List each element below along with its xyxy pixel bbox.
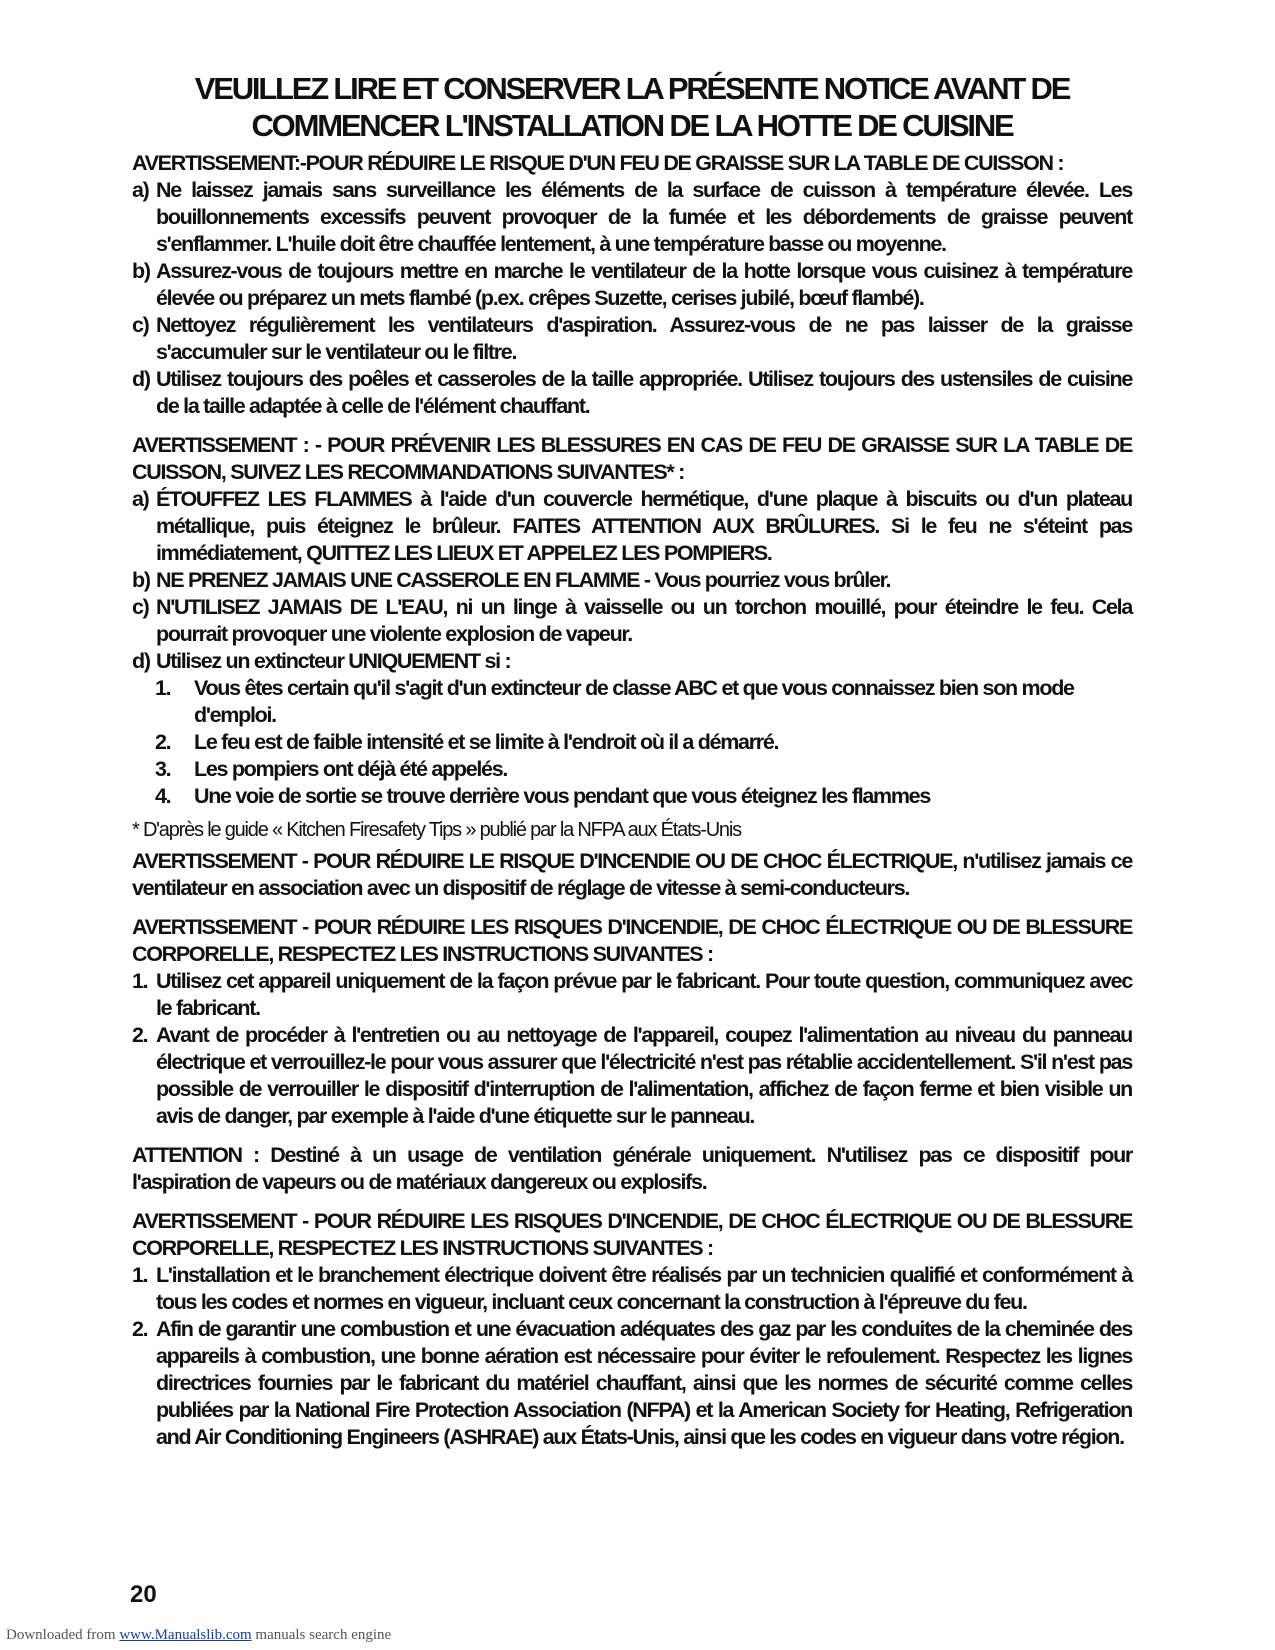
list-item: a) Ne laissez jamais sans surveillance les éléments de la surface de cuisson à température élevée. Les bouillonnements excessifs peuvent provoquer de la fumée et les débordements de graisse peuvent s'enflammer. L'huile doit être chauffée lentement, à une température basse ou moyenne. [132,178,1132,256]
sub-list-item: 1. Vous êtes certain qu'il s'agit d'un extincteur de classe ABC et que vous connaissez bien son mode d'emploi. [155,676,1074,727]
sub-list-item: 3. Les pompiers ont déjà été appelés. [155,757,508,781]
warning-grease-fire-heading: AVERTISSEMENT:-POUR RÉDUIRE LE RISQUE D'UN FEU DE GRAISSE SUR LA TABLE DE CUISSON : [132,151,1064,175]
manualslib-link[interactable]: www.Manualslib.com [119,1627,252,1643]
manual-page [132,70,1132,1451]
caution-ventilation: ATTENTION : Destiné à un usage de ventilation générale uniquement. N'utilisez pas ce dispositif pour l'aspiration de vapeurs ou de matériaux dangereux ou explosifs. [132,1143,1132,1194]
list-item: 2. Afin de garantir une combustion et une évacuation adéquates des gaz par les conduites de la cheminée des appareils à combustion, une bonne aération est nécessaire pour éviter le refoulement. Respectez les lignes directrices fournies par le fabricant du matériel chauffant, ainsi que les normes de sécurité comme celles publiées par la National Fire Protection Association (NFPA) et la American Society for Heating, Refrigeration and Air Conditioning Engineers (ASHRAE) aux États-Unis, ainsi que les codes en vigueur dans votre région. [132,1317,1132,1449]
list-item: 2. Avant de procéder à l'entretien ou au nettoyage de l'appareil, coupez l'alimentation au niveau du panneau électrique et verrouillez-le pour vous assurer que l'électricité n'est pas rétablie accidentellement. S'il n'est pas possible de verrouiller le dispositif d'interruption de l'alimentation, affichez de façon ferme et bien visible un avis de danger, par exemple à l'aide d'une étiquette sur le panneau. [132,1023,1132,1128]
footnote: * D'après le guide « Kitchen Firesafety Tips » publié par la NFPA aux États-Unis [132,819,741,841]
list-item: d) Utilisez toujours des poêles et casseroles de la taille appropriée. Utilisez toujours des ustensiles de cuisine de la taille adaptée à celle de l'élément chauffant. [132,367,1132,418]
list-item: c) Nettoyez régulièrement les ventilateurs d'aspiration. Assurez-vous de ne pas laisser de la graisse s'accumuler sur le ventilateur ou le filtre. [132,313,1132,364]
footer-prefix: Downloaded from [6,1627,120,1643]
title-line-1: VEUILLEZ LIRE ET CONSERVER LA PRÉSENTE NOTICE AVANT DE [194,71,1070,106]
list-item: c) N'UTILISEZ JAMAIS DE L'EAU, ni un linge à vaisselle ou un torchon mouillé, pour éteindre le feu. Cela pourrait provoquer une violente explosion de vapeur. [132,595,1132,646]
list-item: b) Assurez-vous de toujours mettre en marche le ventilateur de la hotte lorsque vous cuisinez à température élevée ou préparez un mets flambé (p.ex. crêpes Suzette, cerises jubilé, bœuf flambé). [132,259,1132,310]
footer-suffix: manuals search engine [251,1627,392,1643]
page-title [132,70,1132,144]
list-item: b) NE PRENEZ JAMAIS UNE CASSEROLE EN FLAMME - Vous pourriez vous brûler. [132,568,891,592]
warning-electric-shock-heading: AVERTISSEMENT - POUR RÉDUIRE LES RISQUES D'INCENDIE, DE CHOC ÉLECTRIQUE OU DE BLESSURE CORPORELLE, RESPECTEZ LES INSTRUCTIONS SUIVANTES : [132,915,1132,966]
download-footer [6,1627,391,1644]
list-item: d) Utilisez un extincteur UNIQUEMENT si : [132,649,511,673]
page-number: 20 [130,1581,157,1608]
list-item: 1. Utilisez cet appareil uniquement de la façon prévue par le fabricant. Pour toute question, communiquez avec le fabricant. [132,969,1132,1020]
title-line-2: COMMENCER L'INSTALLATION DE LA HOTTE DE CUISINE [251,108,1013,143]
warning-installation-heading: AVERTISSEMENT - POUR RÉDUIRE LES RISQUES D'INCENDIE, DE CHOC ÉLECTRIQUE OU DE BLESSURE CORPORELLE, RESPECTEZ LES INSTRUCTIONS SUIVANTES : [132,1209,1132,1260]
warning-injury-heading: AVERTISSEMENT : - POUR PRÉVENIR LES BLESSURES EN CAS DE FEU DE GRAISSE SUR LA TABLE DE CUISSON, SUIVEZ LES RECOMMANDATIONS SUIVANTES* : [132,433,1132,484]
list-item: a) ÉTOUFFEZ LES FLAMMES à l'aide d'un couvercle hermétique, d'une plaque à biscuits ou d'un plateau métallique, puis éteignez le brûleur. FAITES ATTENTION AUX BRÛLURES. Si le feu ne s'éteint pas immédiatement, QUITTEZ LES LIEUX ET APPELEZ LES POMPIERS. [132,487,1132,565]
sub-list-item: 2. Le feu est de faible intensité et se limite à l'endroit où il a démarré. [155,730,779,754]
list-item: 1. L'installation et le branchement électrique doivent être réalisés par un technicien qualifié et conformément à tous les codes et normes en vigueur, incluant ceux concernant la construction à l'épreuve du feu. [132,1263,1132,1314]
warning-speed-control: AVERTISSEMENT - POUR RÉDUIRE LE RISQUE D'INCENDIE OU DE CHOC ÉLECTRIQUE, n'utilisez jamais ce ventilateur en association avec un dispositif de réglage de vitesse à semi-conducteurs. [132,849,1132,900]
sub-list-item: 4. Une voie de sortie se trouve derrière vous pendant que vous éteignez les flammes [155,784,930,808]
